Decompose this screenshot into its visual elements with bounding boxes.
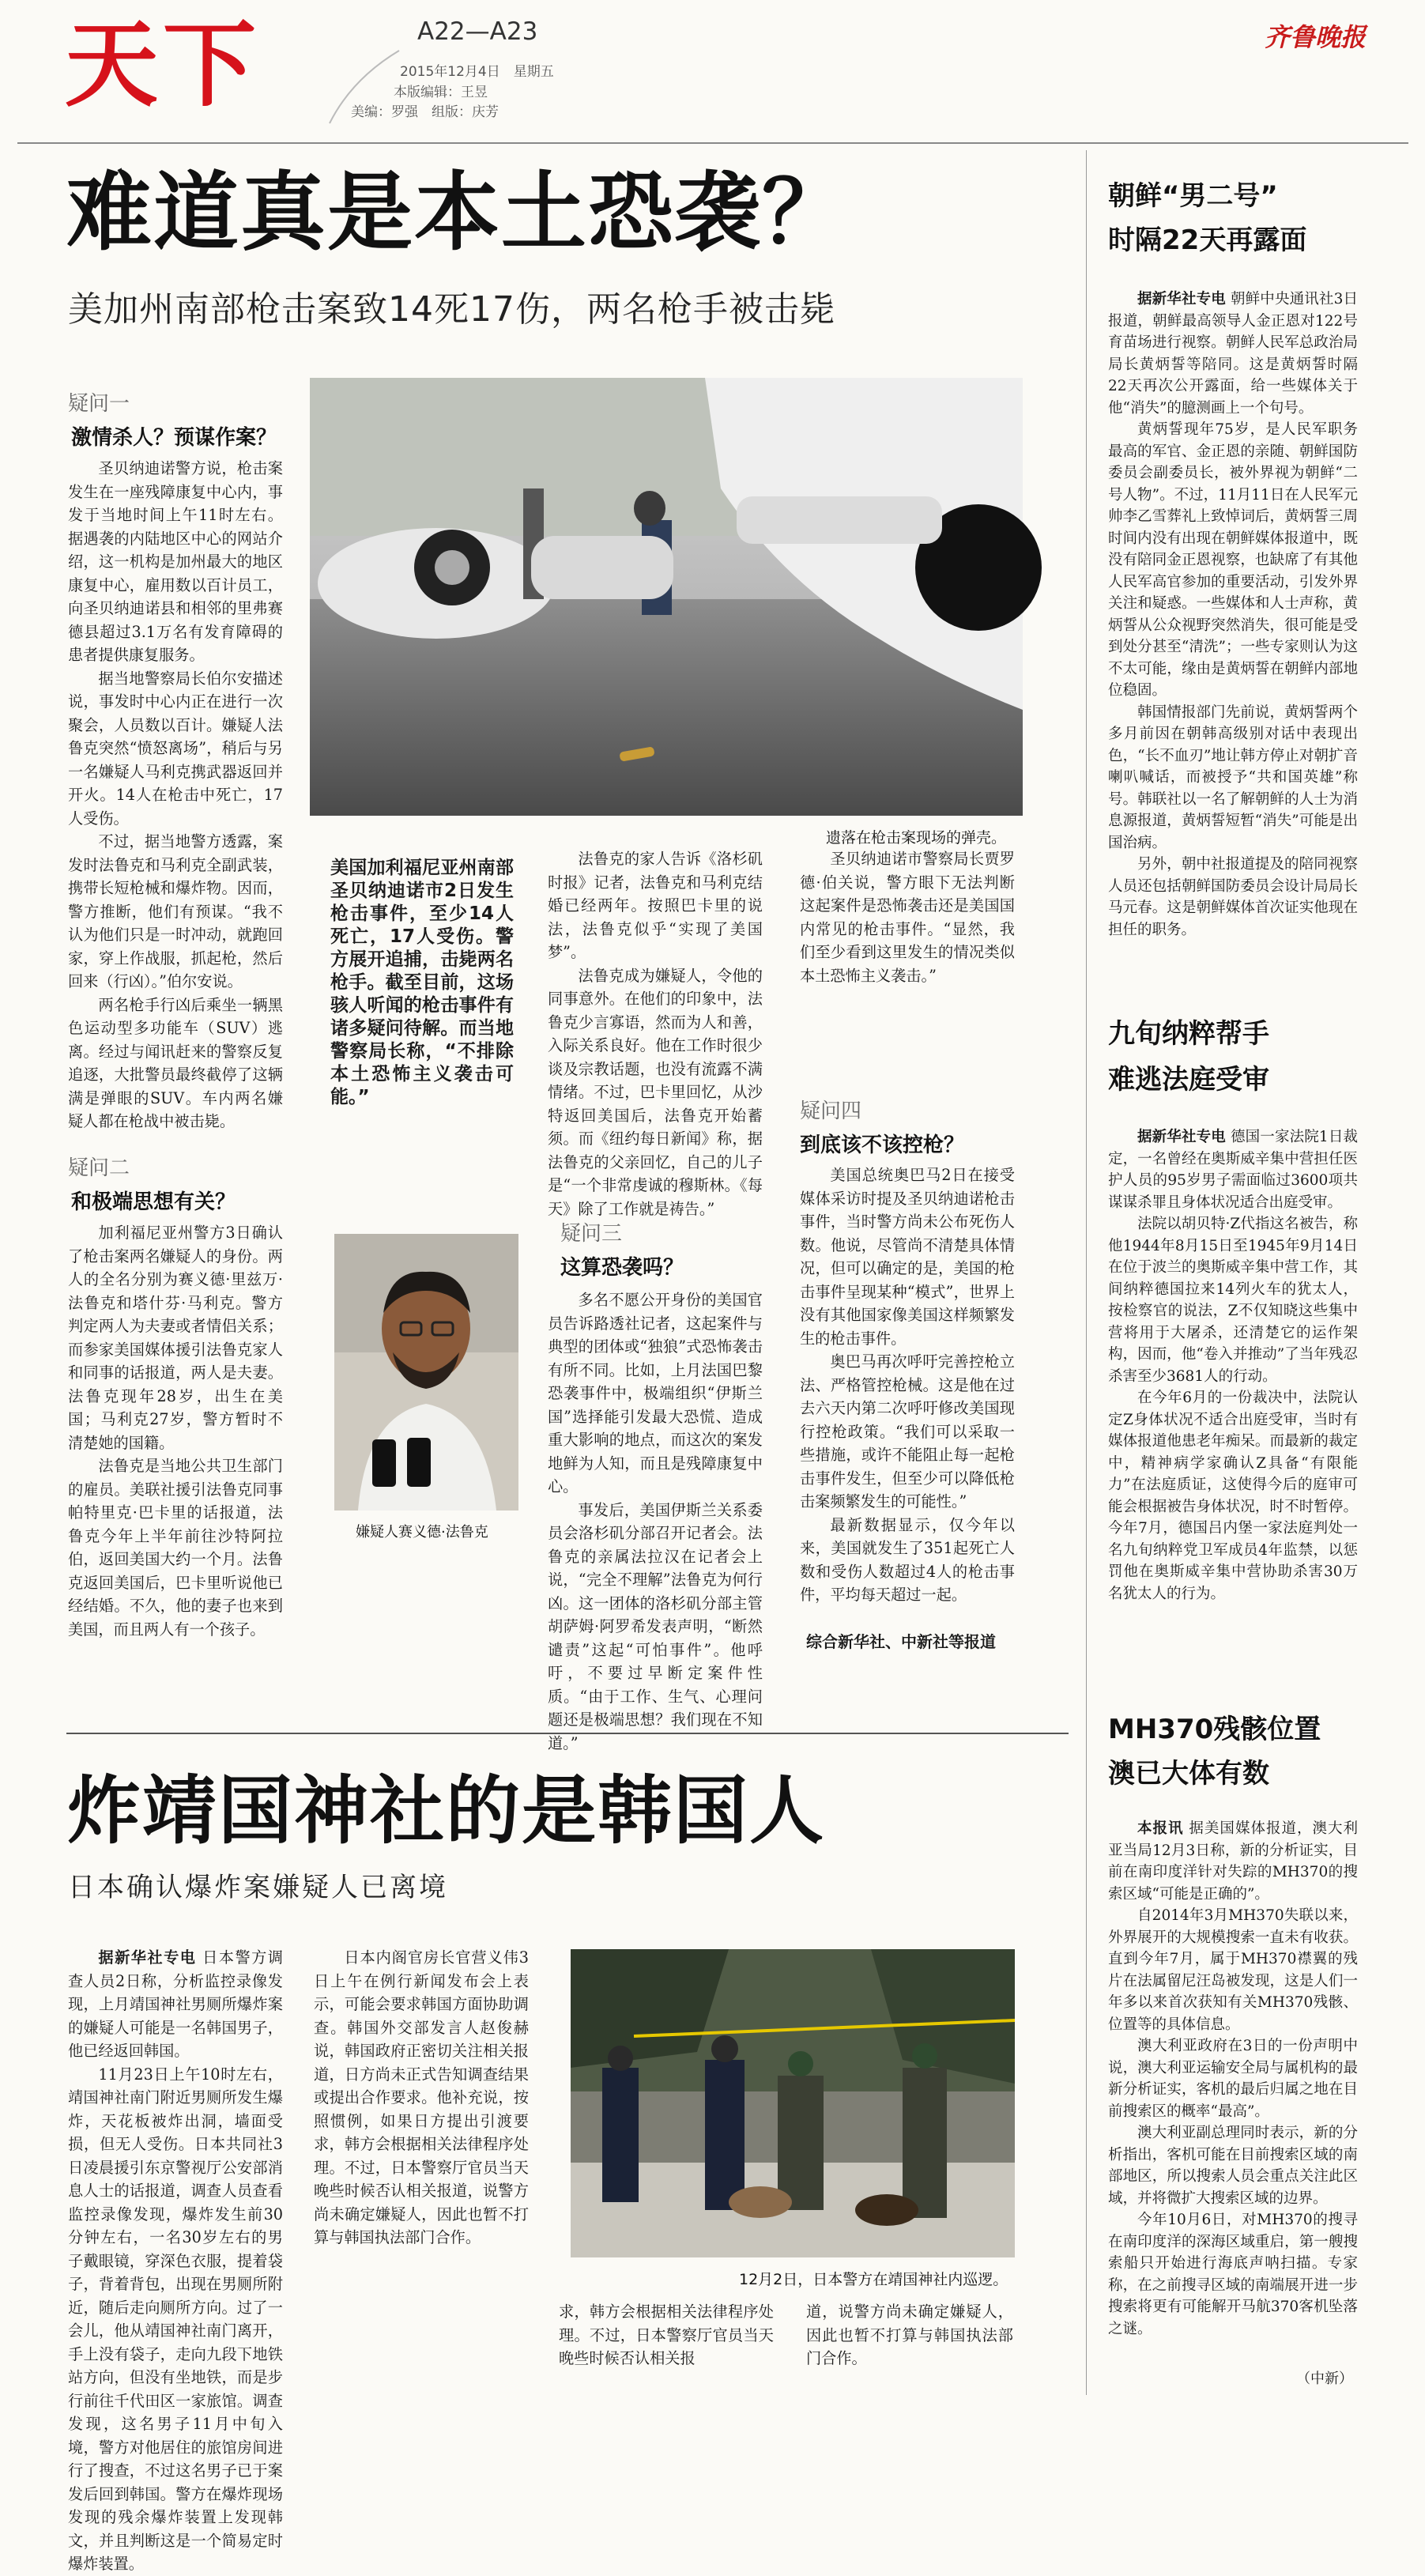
q3-label: 疑问三 <box>560 1222 623 1246</box>
q3-paragraph: 圣贝纳迪诺市警察局长贾罗德·伯关说，警方眼下无法判断这起案件是恐怖袭击还是美国国内常见的枪击事件。“显然，我们至少看到这里发生的情况类似本土恐怖主义袭击。” <box>800 850 1015 985</box>
designer-line: 美编：罗强 组版：庆芳 <box>351 104 499 120</box>
photo-suspect-caption: 嫌疑人赛义德·法鲁克 <box>356 1524 488 1541</box>
section-logo <box>65 10 326 119</box>
photo-suspect-image <box>334 1234 518 1511</box>
sidebar-story1-title-line2: 时隔22天再露面 <box>1108 224 1307 256</box>
sidebar-story2-source: 据新华社专电 <box>1137 1129 1226 1145</box>
q2-paragraph: 法鲁克是当地公共卫生部门的雇员。美联社援引法鲁克同事帕特里克·巴卡里的话报道，法鲁克今年上半年前往沙特阿拉伯，返回美国大约一个月。法鲁克返回美国后，巴卡里听说他已经结婚。不久，他的妻子也来到美国，而且两人有一个孩子。 <box>68 1457 283 1639</box>
q3-paragraph: 多名不愿公开身份的美国官员告诉路透社记者，这起案件与典型的团体或“独狼”式恐怖袭击有所不同。比如，上月法国巴黎恐袭事件中，极端组织“伊斯兰国”选择能引发最大恐慌、造成重大影响的地点，而这次的案发地鲜为人知，而且是残障康复中心。 <box>548 1291 763 1495</box>
sidebar-story1-lead: 朝鲜中央通讯社3日报道，朝鲜最高领导人金正恩对122号育苗场进行视察。朝鲜人民军总政治局局长黄炳誓等陪同。这是黄炳誓时隔22天再次公开露面，给一些媒体关于他“消失”的臆测画上一个句号。 <box>1108 291 1358 417</box>
sidebar-story2-lead: 德国一家法院1日裁定，一名曾经在奥斯威辛集中营担任医护人员的95岁男子需面临过3600项共谋谋杀罪且身体状况适合出庭受审。 <box>1108 1129 1358 1211</box>
sidebar-story1-source: 据新华社专电 <box>1137 291 1226 307</box>
main-subheadline: 美加州南部枪击案致14死17伤，两名枪手被击毙 <box>68 289 835 330</box>
q4-title: 到底该不该控枪？ <box>800 1133 965 1157</box>
article2-body-right2 <box>806 2300 1013 2389</box>
photo-yasukuni-patrol-image <box>571 1949 1015 2257</box>
sidebar-story2-paragraph <box>1108 1126 1358 1213</box>
q1-paragraph: 据当地警察局长伯尔安描述说，事发时中心内正在进行一次聚会，人员数以百计。嫌疑人法鲁克突然“愤怒离场”，稍后与另一名嫌疑人马利克携武器返回并开火。14人在枪击中死亡，17人受伤。 <box>68 669 283 828</box>
main-headline: 难道真是本土恐袭？ <box>66 164 850 262</box>
sidebar-story3-lead: 据美国媒体报道，澳大利亚当局12月3日称，新的分析证实，目前在南印度洋针对失踪的MH370的搜索区域“可能是正确的”。 <box>1108 1820 1358 1903</box>
sidebar-story1-paragraph: 韩国情报部门先前说，黄炳誓两个多月前因在朝韩高级别对话中表现出色，“长不血刃”地让韩方停止对朝扩音喇叭喊话，而被授予“共和国英雄”称号。韩联社以一名了解朝鲜的人士为消息源报道，黄炳誓短暂“消失”可能是出国治病。 <box>1108 703 1358 851</box>
sidebar-story3-source: 本报讯 <box>1137 1820 1184 1837</box>
article2-body-right1 <box>559 2300 774 2389</box>
sidebar-story1-body <box>1108 289 1358 968</box>
q4-paragraph: 奥巴马再次呼吁完善控枪立法、严格管控枪械。这是他在过去六天内第二次呼吁修改美国现行控枪政策。“我们可以采取一些措施，或许不能阻止每一起枪击事件发生，但至少可以降低枪击案频繁发生的可能性。” <box>800 1352 1015 1511</box>
article2-body-left <box>68 1946 283 2573</box>
sidebar-story1-paragraph <box>1108 289 1358 419</box>
sidebar-story2-paragraph: 在今年6月的一份裁决中，法院认定Z身体状况不适合出庭受审，当时有媒体报道他患老年痴呆。而最新的裁定中，精神病学家确认Z具备“有限能力”在法庭质证，这使得今后的庭审可能会根据被告身体状况，时不时暂停。今年7月，德国吕内堡一家法庭判处一名九旬纳粹党卫军成员4年监禁，以惩罚他在奥斯威辛集中营协助杀害30万名犹太人的行为。 <box>1108 1390 1358 1602</box>
q4-paragraph: 美国总统奥巴马2日在接受媒体采访时提及圣贝纳迪诺枪击事件，当时警方尚未公布死伤人数。他说，尽管尚不清楚具体情况，但可以确定的是，美国的枪击事件呈现某种“模式”，世界上没有其他国家像美国这样频繁发生的枪击事件。 <box>800 1166 1015 1348</box>
article2-headline: 炸靖国神社的是韩国人 <box>66 1768 826 1854</box>
sidebar-story3-paragraph: 澳大利亚副总理同时表示，新的分析指出，客机可能在目前搜索区域的南部地区，所以搜索人员会重点关注此区域，并将微扩大搜索区域的边界。 <box>1108 2125 1358 2207</box>
article2-source: 据新华社专电 <box>98 1948 197 1967</box>
q1-label: 疑问一 <box>68 392 130 416</box>
photo-shell-casing <box>310 378 1023 816</box>
sidebar-story3-paragraph: 自2014年3月MH370失联以来，外界展开的大规模搜索一直未有收获。直到今年7月，属于MH370襟翼的残片在法属留尼汪岛被发现，这是人们一年多以来首次获知有关MH370残骸、位置等的具体信息。 <box>1108 1907 1358 2033</box>
sidebar-story2-body <box>1108 1126 1358 1656</box>
article2-subheadline: 日本确认爆炸案嫌疑人已离境 <box>68 1872 448 1903</box>
q2-paragraph: 加利福尼亚州警方3日确认了枪击案两名嫌疑人的身份。两人的全名分别为赛义德·里兹万·法鲁克和塔什芬·马利克。警方判定两人为夫妻或者情侣关系；而参家美国媒体援引法鲁克家人和同事的话报道，两人是夫妻。法鲁克现年28岁，出生在美国；马利克27岁，警方暂时不清楚她的国籍。 <box>68 1224 283 1452</box>
section-title: 天下 <box>65 10 262 119</box>
header-swoosh <box>320 47 407 126</box>
q2-title: 和极端思想有关？ <box>71 1190 236 1214</box>
q4-body <box>800 1164 1015 1622</box>
editor-line: 本版编辑：王昱 <box>394 85 488 100</box>
photo-shell-casing-caption: 遗落在枪击案现场的弹壳。 <box>826 829 1007 847</box>
header-rule <box>17 142 1408 144</box>
article2-paragraph-continued: 求，韩方会根据相关法律程序处理。不过，日本警察厅官员当天晚些时候否认相关报 <box>559 2303 774 2367</box>
article2-body-middle <box>314 1946 529 2389</box>
photo-suspect <box>334 1234 518 1511</box>
sidebar-story3-body <box>1108 1818 1358 2363</box>
q3-title: 这算恐袭吗？ <box>560 1256 684 1280</box>
photo-yasukuni-patrol-caption: 12月2日，日本警方在靖国神社内巡逻。 <box>739 2271 1008 2288</box>
sidebar-story3-byline: （中新） <box>1296 2370 1353 2387</box>
article2-paragraph-continued: 道，说警方尚未确定嫌疑人，因此也暂不打算与韩国执法部门合作。 <box>806 2303 1013 2367</box>
q2-body-left <box>68 1221 283 1664</box>
sidebar-story1-paragraph: 黄炳誓现年75岁，是人民军职务最高的军官、金正恩的亲随、朝鲜国防委员会副委员长，被外界视为朝鲜“二号人物”。不过，11月11日在人民军元帅李乙雪葬礼上致悼词后，黄炳誓三周时间内没有出现在朝鲜媒体报道中，既没有陪同金正恩视察，也缺席了有其他人民军高官参加的重要活动，引发外界关注和疑惑。一些媒体和人士声称，黄炳誓从公众视野突然消失，很可能是受到处分甚至“清洗”；一些专家则认为这不太可能，缘由是黄炳誓在朝鲜内部地位稳固。 <box>1108 421 1358 699</box>
article2-paragraph: 日本内阁官房长官营义伟3日上午在例行新闻发布会上表示，可能会要求韩国方面协助调查。韩国外交部发言人赵俊赫说，韩国政府正密切关注相关报道，日方尚未正式告知调查结果或提出合作要求。他补充说，按照惯例，如果日方提出引渡要求，韩方会根据相关法律程序处理。不过，日本警察厅官员当天晚些时候否认相关报道，说警方尚未确定嫌疑人，因此也暂不打算与韩国执法部门合作。 <box>314 1948 529 2246</box>
sidebar-divider <box>1086 150 1087 2395</box>
photo-shell-casing-image <box>310 378 1023 816</box>
sidebar-story2-title-line2: 难逃法庭受审 <box>1108 1064 1269 1096</box>
sidebar-story3-title-line2: 澳已大体有数 <box>1108 1758 1269 1790</box>
article2-paragraph: 11月23日上午10时左右，靖国神社南门附近男厕所发生爆炸，天花板被炸出洞，墙面受损，但无人受伤。日本共同社3日凌晨援引东京警视厅公安部消息人士的话报道，调查人员查看监控录像发现，爆炸发生前30分钟左右，一名30岁左右的男子戴眼镜，穿深色衣服，提着袋子，背着背包，出现在男厕所附近，随后走向厕所方向。过了一会儿，他从靖国神社南门离开，手上没有袋子，走向九段下地铁站方向，但没有坐地铁，而是步行前往千代田区一家旅馆。调查发现，这名男子11月中旬入境，警方对他居住的旅馆房间进行了搜查，不过这名男子已于案发后回到韩国。警方在爆炸现场发现的残余爆炸装置上发现韩文，并且判断这是一个简易定时爆炸装置。 <box>68 2065 283 2573</box>
photo-yasukuni-patrol <box>571 1949 1015 2257</box>
q2-paragraph: 法鲁克成为嫌疑人，令他的同事意外。在他们的印象中，法鲁克少言寡语，然而为人和善，入际关系良好。他在工作时很少谈及宗教话题，也没有流露不满情绪。不过，巴卡里回忆，从沙特返回美国后，法鲁克开始蓄须。而《纽约每日新闻》称，据法鲁克的父亲回忆，自己的儿子是“一个非常虔诚的穆斯林。《每天》除了工作就是祷告。” <box>548 966 763 1218</box>
q3-body-left <box>548 1288 763 1752</box>
sidebar-story3-paragraph <box>1108 1818 1358 1905</box>
q1-paragraph: 圣贝纳迪诺警方说，枪击案发生在一座残障康复中心内，事发于当地时间上午11时左右。据遇袭的内陆地区中心的网站介绍，这一机构是加州最大的地区康复中心，雇用数以百计员工，向圣贝纳迪诺县和相邻的里弗赛德县超过3.1万名有发育障碍的患者提供康复服务。 <box>68 459 283 664</box>
q1-title: 激情杀人？预谋作案？ <box>71 426 277 450</box>
q4-label: 疑问四 <box>800 1099 862 1123</box>
sidebar-story3-paragraph: 今年10月6日，对MH370的搜寻在南印度洋的深海区域重启，第一艘搜索船只开始进行海底声呐扫描。专家称，在之前搜寻区域的南端展开进一步搜索将更有可能解开马航370客机坠落之谜。 <box>1108 2212 1358 2337</box>
date-line: 2015年12月4日 星期五 <box>400 64 554 80</box>
article2-paragraph <box>68 1946 283 2063</box>
q2-body-right <box>548 847 763 1218</box>
q3-body-right <box>800 847 1015 1084</box>
q3-paragraph: 事发后，美国伊斯兰关系委员会洛杉矶分部召开记者会。法鲁克的亲属法拉汉在记者会上说，“完全不理解”法鲁克为何行凶。这一团体的洛杉矶分部主管胡萨姆·阿罗希发表声明，“断然谴责”这起“可怕事件”。他呼吁，不要过早断定案件性质。“由于工作、生气、心理问题还是极端思想？我们现在不知道。” <box>548 1500 763 1752</box>
q2-label: 疑问二 <box>68 1156 130 1180</box>
main-byline: 综合新华社、中新社等报道 <box>806 1632 996 1651</box>
q4-paragraph: 最新数据显示，仅今年以来，美国就发生了351起死亡人数和受伤人数超过4人的枪击事件，平均每天超过一起。 <box>800 1515 1015 1604</box>
sidebar-story3-title-line1: MH370残骸位置 <box>1108 1714 1321 1745</box>
masthead-logo: 齐鲁晚报 <box>1265 22 1367 52</box>
sidebar-story2-paragraph: 法院以胡贝特·Z代指这名被告，称他1944年8月15日至1945年9月14日在位于波兰的奥斯威辛集中营工作，其间纳粹德国拉来14列火车的犹太人，按检察官的说法，Z不仅知晓这些集中营将用于大屠杀，还清楚它的运作架构，因而，他“卷入并推动”了当年残忍杀害至少3681人的行动。 <box>1108 1216 1358 1385</box>
sidebar-story3-paragraph: 澳大利亚政府在3日的一份声明中说，澳大利亚运输安全局与属机构的最新分析证实，客机的最后归属之地在目前搜索区的概率“最高”。 <box>1108 2038 1358 2120</box>
q1-body <box>68 457 283 1137</box>
q1-paragraph: 不过，据当地警方透露，案发时法鲁克和马利克全副武装，携带长短枪械和爆炸物。因而，警方推断，他们有预谋。“我不认为他们只是一时冲动，就跑回家，穿上作战服，抓起枪，然后回来（行凶）。”伯尔安说。 <box>68 832 283 990</box>
q1-paragraph: 两名枪手行凶后乘坐一辆黑色运动型多功能车（SUV）逃离。经过与闻讯赶来的警察反复追逐，大批警员最终截停了这辆满是弹眼的SUV。车内两名嫌疑人都在枪战中被击毙。 <box>68 995 283 1130</box>
pull-quote: 美国加利福尼亚州南部圣贝纳迪诺市2日发生枪击事件，至少14人死亡，17人受伤。警方展开追捕，击毙两名枪手。截至目前，这场骇人听闻的枪击事件有诸多疑问待解。而当地警察局长称，“不排除本土恐怖主义袭击可能。” <box>330 858 514 1107</box>
sidebar-story2-title-line1: 九旬纳粹帮手 <box>1108 1018 1269 1050</box>
q2-paragraph: 法鲁克的家人告诉《洛杉矶时报》记者，法鲁克和马利克结婚已经两年。按照巴卡里的说法，法鲁克似乎“实现了美国梦”。 <box>548 850 763 961</box>
page-numbers: A22—A23 <box>417 17 538 46</box>
sidebar-story1-paragraph: 另外，朝中社报道提及的陪同视察人员还包括朝鲜国防委员会设计局局长马元春。这是朝鲜媒体首次证实他现在担任的职务。 <box>1108 856 1358 938</box>
article2-lead: 日本警方调查人员2日称，分析监控录像发现，上月靖国神社男厕所爆炸案的嫌疑人可能是一名韩国男子，他已经返回韩国。 <box>68 1948 283 2060</box>
sidebar-story1-title-line1: 朝鲜“男二号” <box>1108 180 1278 212</box>
